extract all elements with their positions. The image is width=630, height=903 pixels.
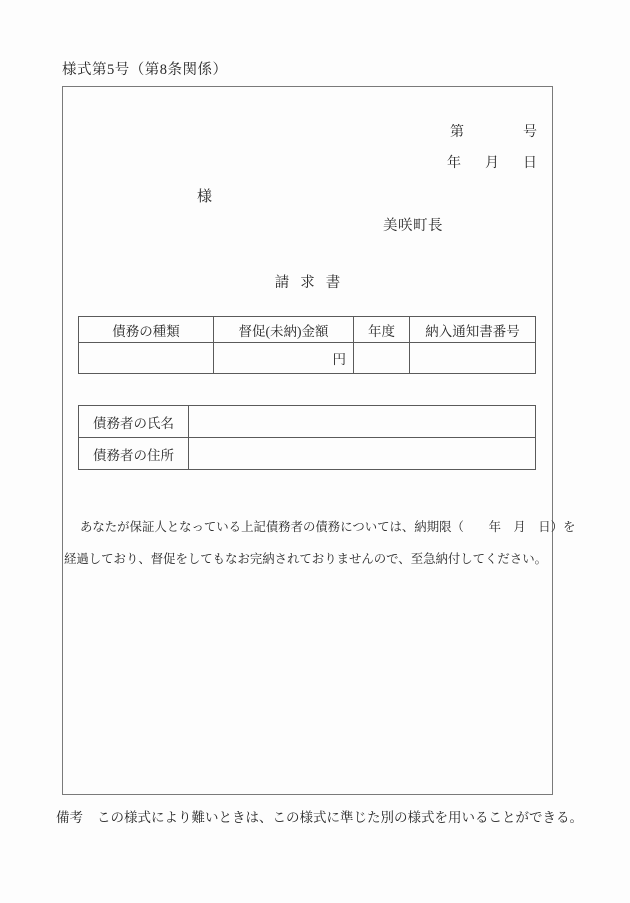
sender-label: 美咲町長	[383, 218, 443, 234]
debtor-address-cell	[189, 438, 535, 469]
amount-header: 督促(未納)金額	[214, 317, 353, 342]
date-year-label: 年	[447, 156, 461, 171]
doc-number-line	[450, 121, 537, 141]
debt-type-header: 債務の種類	[79, 317, 213, 342]
date-line	[447, 152, 537, 172]
remark-text: この様式により難いときは、この様式に準じた別の様式を用いることができる。	[97, 810, 583, 825]
notice-number-header: 納入通知書番号	[410, 317, 535, 342]
debtor-name-label: 債務者の氏名	[79, 406, 188, 437]
fiscal-year-header: 年度	[354, 317, 409, 342]
amount-unit-label: 円	[332, 352, 346, 367]
notice-number-cell	[410, 343, 535, 373]
doc-number-suffix: 号	[523, 125, 537, 140]
debtor-address-label: 債務者の住所	[79, 438, 188, 469]
amount-cell	[214, 343, 353, 373]
doc-number-prefix: 第	[450, 125, 464, 140]
debt-type-cell	[79, 343, 213, 373]
fiscal-year-cell	[354, 343, 409, 373]
date-day-label: 日	[523, 156, 537, 171]
remark-label: 備考	[56, 810, 83, 825]
remark-note	[56, 806, 583, 826]
date-month-label: 月	[485, 156, 499, 171]
form-frame	[62, 86, 576, 795]
payment-notice-paragraph	[64, 511, 576, 575]
notice-line-1: あなたが保証人となっている上記債務者の債務については、納期限（ 年 月 日）を	[80, 520, 576, 534]
debtor-table	[78, 405, 536, 470]
document-title: 請求書	[274, 275, 352, 291]
form-label: 様式第5号（第8条関係）	[62, 62, 228, 78]
debtor-name-cell	[189, 406, 535, 437]
debt-table	[78, 316, 536, 374]
notice-line-2: 経過しており、督促をしてもなお完納されておりませんので、至急納付してください。	[64, 552, 547, 566]
addressee-honorific-label: 様	[197, 189, 213, 205]
